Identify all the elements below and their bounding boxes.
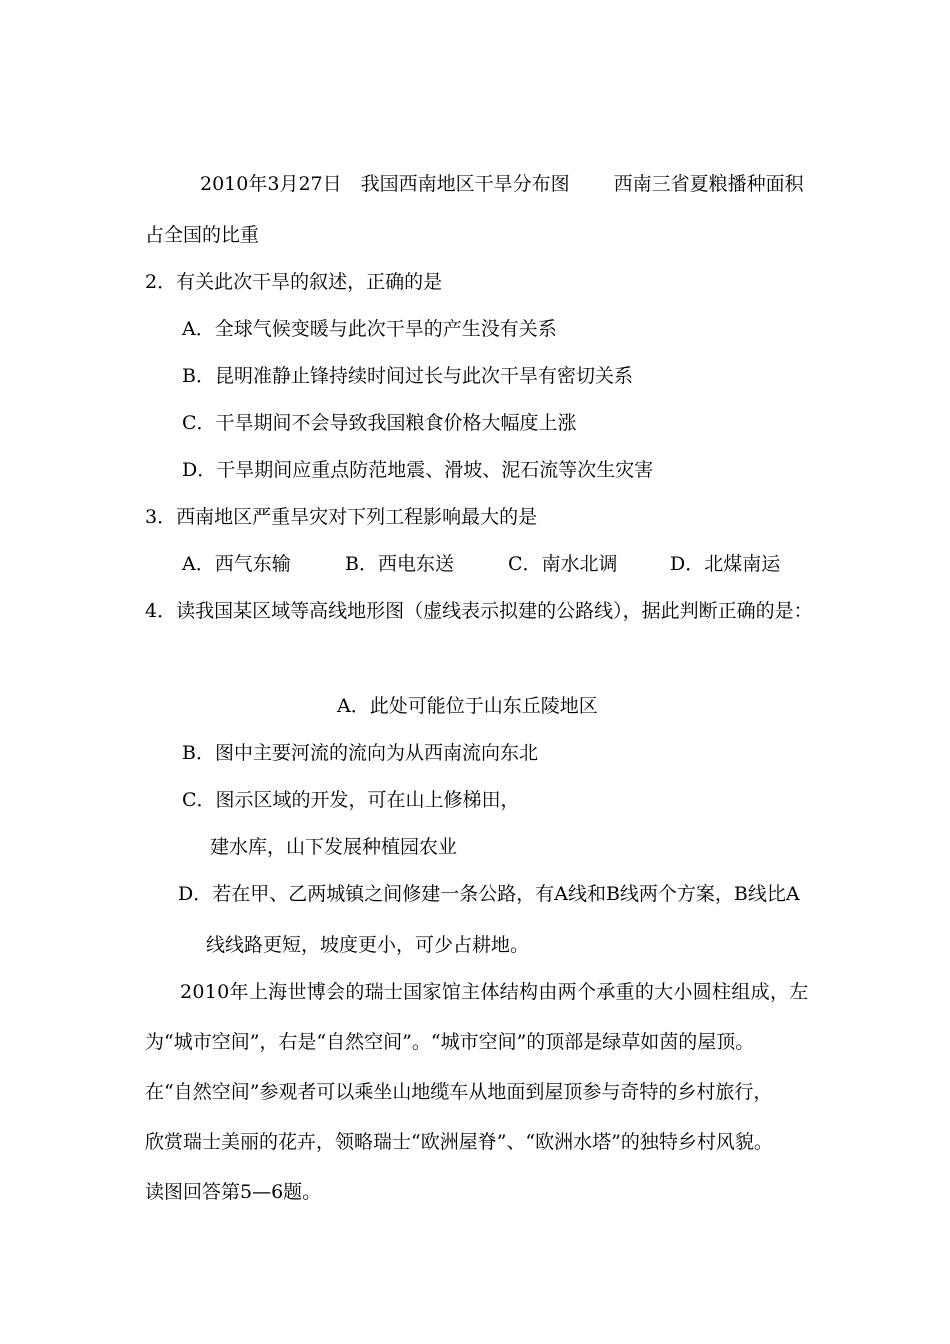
question-3-option-c: C．南水北调 [508, 553, 618, 575]
passage-line-2: 为“城市空间”，右是“自然空间”。“城市空间”的顶部是绿草如茵的屋顶。 [145, 1031, 755, 1053]
question-4-option-d: D．若在甲、乙两城镇之间修建一条公路，有A线和B线两个方案，B线比A [178, 883, 800, 905]
figure-caption-line-1: 2010年3月27日 我国西南地区干旱分布图 西南三省夏粮播种面积 [200, 173, 804, 195]
question-4-option-c-continued: 建水库，山下发展种植园农业 [210, 836, 458, 858]
passage-line-4: 欣赏瑞士美丽的花卉，领略瑞士“欧洲屋脊”、“欧洲水塔”的独特乡村风貌。 [145, 1131, 773, 1153]
question-2-stem: 2．有关此次干旱的叙述，正确的是 [145, 271, 443, 293]
question-4-option-c: C．图示区域的开发，可在山上修梯田， [182, 789, 520, 811]
question-4-stem: 4．读我国某区域等高线地形图（虚线表示拟建的公路线），据此判断正确的是： [145, 600, 813, 622]
question-2-option-b: B．昆明准静止锋持续时间过长与此次干旱有密切关系 [182, 365, 633, 387]
passage-line-3: 在“自然空间”参观者可以乘坐山地缆车从地面到屋顶参与奇特的乡村旅行， [145, 1081, 773, 1103]
question-4-option-b: B．图中主要河流的流向为从西南流向东北 [182, 742, 538, 764]
question-3-stem: 3．西南地区严重旱灾对下列工程影响最大的是 [145, 506, 538, 528]
question-2-option-a: A．全球气候变暖与此次干旱的产生没有关系 [182, 318, 557, 340]
figure-caption-line-2: 占全国的比重 [145, 224, 260, 246]
question-3-option-b: B．西电东送 [345, 553, 454, 575]
question-4-option-d-continued: 线线路更短，坡度更小，可少占耕地。 [206, 934, 530, 956]
question-2-option-d: D．干旱期间应重点防范地震、滑坡、泥石流等次生灾害 [182, 459, 654, 481]
question-3-option-d: D．北煤南运 [670, 553, 781, 575]
question-3-option-a: A．西气东输 [182, 553, 291, 575]
question-4-option-a: A．此处可能位于山东丘陵地区 [337, 695, 598, 717]
passage-line-1: 2010年上海世博会的瑞士国家馆主体结构由两个承重的大小圆柱组成，左 [180, 981, 809, 1003]
passage-line-5: 读图回答第5—6题。 [145, 1181, 322, 1203]
question-2-option-c: C．干旱期间不会导致我国粮食价格大幅度上涨 [182, 412, 577, 434]
